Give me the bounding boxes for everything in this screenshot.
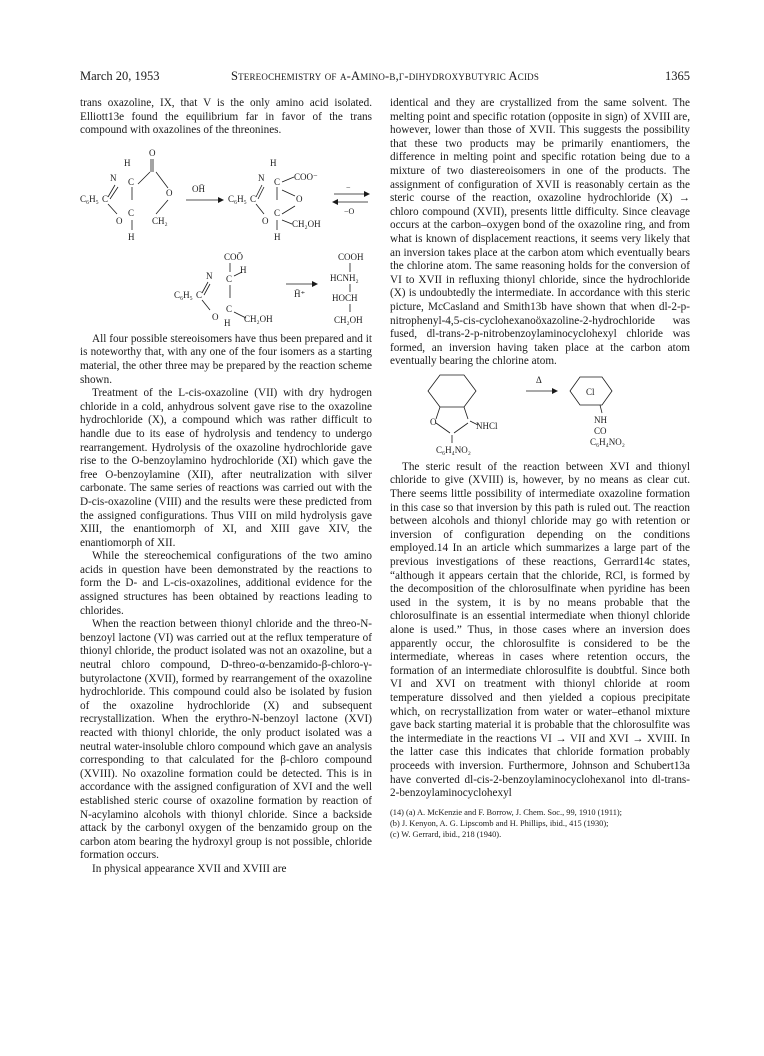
page-number: 1365 (665, 69, 690, 83)
footnote-14b: (b) J. Kenyon, A. G. Lipscomb and H. Phillips, ibid., 415 (1930); (390, 818, 609, 828)
scheme-phenyl-2: C₆H₅ (228, 193, 247, 204)
svg-text:H: H (274, 231, 281, 242)
cyclohexane-scheme (390, 373, 690, 455)
svg-text:H: H (270, 157, 277, 168)
svg-text:C: C (250, 193, 257, 204)
left-column (80, 97, 372, 877)
scheme2-O: O (430, 416, 437, 427)
svg-text:C: C (102, 193, 109, 204)
running-head (80, 68, 690, 84)
svg-text:N: N (258, 172, 265, 183)
scheme-cooh: COOH (338, 251, 364, 262)
svg-text:C: C (274, 207, 281, 218)
left-paragraph-2: Treatment of the L-cis-oxazoline (VII) with dry hydrogen chloride in a cold, anhydrous solvent gave rise to the oxazoline hydrochloride (X), a compound which was rather difficult to handle due to its ease of hydrolysis and tendency to undergo rearrangement. Hydrolysis of the oxazoline hydrochloride gave rise to the O-benzoylamino hydrochloride (XI) which gave the free O-benzoylamine (XII), after neutralization with silver carbonate. The same series of reactions was carried out with the D-cis-oxazoline (VIII) and the results were these predicted from the assigned configurations. Thus VIII on mild hydrolysis gave XIII, the enantiomorph of XI, and XIII gave XIV, the enantiomorph of XII. (80, 387, 372, 549)
scheme2-nhcl: NHCl (476, 420, 498, 431)
header-date: March 20, 1953 (80, 69, 160, 83)
svg-text:C: C (226, 303, 233, 314)
svg-text:O: O (296, 193, 303, 204)
header-title: Stereochemistry of α-Amino-β,γ-dihydroxybutyric Acids (230, 69, 540, 83)
scheme-phenyl-3: C₆H₅ (174, 289, 193, 300)
right-paragraph-1: identical and they are crystallized from the same solvent. The melting point and specific rotation (opposite in sign) of XVIII are, however, lower than those of XVII. This suggests the possibility that these two products may be primarily enantiomers, the difference in melting point and specific rotation being due to a mixture of two diastereoisomers in one of the products. The assignment of configuration of XVII is reasonably certain as the steric course of the reaction, oxazoline hydrochloride (X) → chloro compound (XVII), presents little difficulty. Since cleavage occurs at the carbon–oxygen bond of the oxazoline ring, and from what is known of displacement reactions, it seems very likely that an inversion takes place at the carbon atom which eventually bears the chlorine atom. The same reasoning holds for the conversion of VI to XVII in refluxing thionyl chloride, since the hydrochloride (X) is undoubtedly the intermediate. In accordance with this steric picture, McCasland and Smith13b have shown that when dl-2-p-nitrophenyl-4,5-cis-cyclohexanoöxazoline-2-hydrochloride was fused, dl-trans-2-p-nitrobenzoylaminocyclohexyl chloride was formed, an inversion having taken place at the carbon atom eventually bearing the chlorine atom. (390, 97, 690, 368)
scheme-h-plus: H̄⁺ (294, 288, 306, 299)
svg-text:C: C (128, 207, 135, 218)
footnote-14a: (14) (a) A. McKenzie and F. Borrow, J. Chem. Soc., 99, 1910 (1911); (390, 807, 623, 817)
left-paragraph-1: All four possible stereoisomers have thus been prepared and it is noteworthy that, with any one of the four isomers as a starting material, the other three may be prepared by the reaction scheme shown. (80, 332, 372, 386)
svg-text:C: C (196, 289, 203, 300)
scheme-ch2oh-3: CH₂OH (334, 314, 363, 325)
svg-text:O: O (262, 215, 269, 226)
footnote-14c: (c) W. Gerrard, ibid., 218 (1940). (390, 829, 502, 839)
svg-text:H: H (240, 264, 247, 275)
footnotes (390, 807, 690, 840)
scheme-carbonyl-O: O (149, 147, 156, 158)
left-paragraph-4: When the reaction between thionyl chloride and the threo-N-benzoyl lactone (VI) was carried out at the reflux temperature of thionyl chloride, the product isolated was not an oxazoline, but a neutral chloro compound, D-threo-α-benzamido-β-chloro-γ-butyrolactone (XVII), formed by rearrangement of the oxazoline hydrochloride. This compound could also be isolated by fusion of the oxazoline hydrochloride (X) and subsequent recrystallization. When the erythro-N-benzoyl lactone (XVI) reacted with thionyl chloride, the only product isolated was a neutral water-insoluble chloro compound which gave an analysis corresponding to that calculated for the β-chloro compound (XVIII). No oxazoline formation could be detected. This is in accordance with the assigned configuration of XVI and the well established steric course of oxazoline formation by reaction of N-acylamino alcohols with thionyl chloride. Since a backside attack by the carbonyl oxygen of the benzamido group on the carbon atom bearing the hydroxyl group is not possible, chloride formation occurs. (80, 618, 372, 862)
scheme-phenyl-1: C₆H₅ (80, 193, 99, 204)
svg-text:O: O (166, 187, 173, 198)
right-paragraph-2: The steric result of the reaction between XVI and thionyl chloride to give (XVIII) is, however, by no means as clear cut. There seems little possibility of intermediate oxazoline formation in this case so that inversion by this path is ruled out. The reaction between alcohols and thionyl chloride may go with retention or inversion of configuration depending on the conditions employed.14 In an article which summarizes a large part of the previous investigations of these reactions, Gerrard14c states, “although it appears certain that the chloride, RCl, is formed by the decomposition of the chlorosulfinate when pyridine has been used in the system, it is by no means probable that the chlorosulfinate is an essential intermediate when thionyl chloride alone is used.” Thus, in those cases where an inversion does apparently occur, the chlorosulfite is considered to be the intermediate, whereas in cases where retention occurs, the formation of an intermediate chlorosulfite is doubtful. Since both VI and XVI on treatment with thionyl chloride at room temperature dissolved and then yielded a copious precipitate which, on recrystallization from water or water–ethanol mixture gave back starting material it is probable that the chlorosulfite was the intermediate in the reactions VI → VII and XVI → XVIII. In the latter case this indicates that chloride formation probably proceeds with inversion. Furthermore, Johnson and Schubert13a have converted dl-cis-2-benzoylaminocyclohexanol into dl-trans-2-benzoylaminocyclohexyl (390, 460, 690, 800)
left-paragraph-5: In physical appearance XVII and XVIII are (92, 862, 287, 875)
svg-text:−O: −O (344, 206, 355, 216)
scheme-ch2oh-1: CH₂OH (292, 218, 321, 229)
scheme-coo-bar: COŌ (224, 251, 244, 262)
scheme-hydroxide: OH̄ (192, 183, 205, 194)
right-column (390, 97, 690, 840)
scheme2-aryl-1: C₆H₄NO₂ (436, 444, 471, 455)
left-paragraph-3: While the stereochemical configurations of the two amino acids in question have been demonstrated by the reactions to form the D- and L-cis-oxazolines, additional evidence for the assigned structures has been obtained by reactions leading to chlorides. (80, 550, 372, 617)
scheme-n-left: N (110, 172, 117, 183)
svg-text:N: N (206, 270, 213, 281)
scheme2-nh: NH (594, 414, 607, 425)
scheme-hcnh2: HCNH₂ (330, 272, 359, 283)
scheme-carboxylate: COO⁻ (294, 171, 318, 182)
scheme2-cl: Cl (586, 386, 595, 397)
svg-text:C: C (226, 273, 233, 284)
scheme2-delta: Δ (536, 374, 542, 385)
svg-text:H: H (224, 317, 231, 327)
svg-text:H: H (128, 231, 135, 242)
scheme-ch2oh-2: CH₂OH (244, 313, 273, 324)
scheme-hoch: HOCH (332, 292, 358, 303)
svg-text:O: O (212, 311, 219, 322)
svg-text:C: C (128, 176, 135, 187)
svg-text:O: O (116, 215, 123, 226)
svg-text:C: C (274, 176, 281, 187)
left-intro-paragraph: trans oxazoline, IX, that V is the only amino acid isolated. Elliott13e found the equilibrium far in favor of the trans compound with oxazolines of the threonines. (80, 97, 372, 137)
scheme-h-top-left: H (124, 157, 131, 168)
scheme2-aryl-2: C₆H₄NO₂ (590, 436, 625, 447)
svg-text:−: − (346, 182, 351, 192)
oxazoline-hydrolysis-scheme (80, 142, 372, 327)
scheme2-co: CO (594, 425, 607, 436)
scheme-ch2: CH₂ (152, 215, 168, 226)
